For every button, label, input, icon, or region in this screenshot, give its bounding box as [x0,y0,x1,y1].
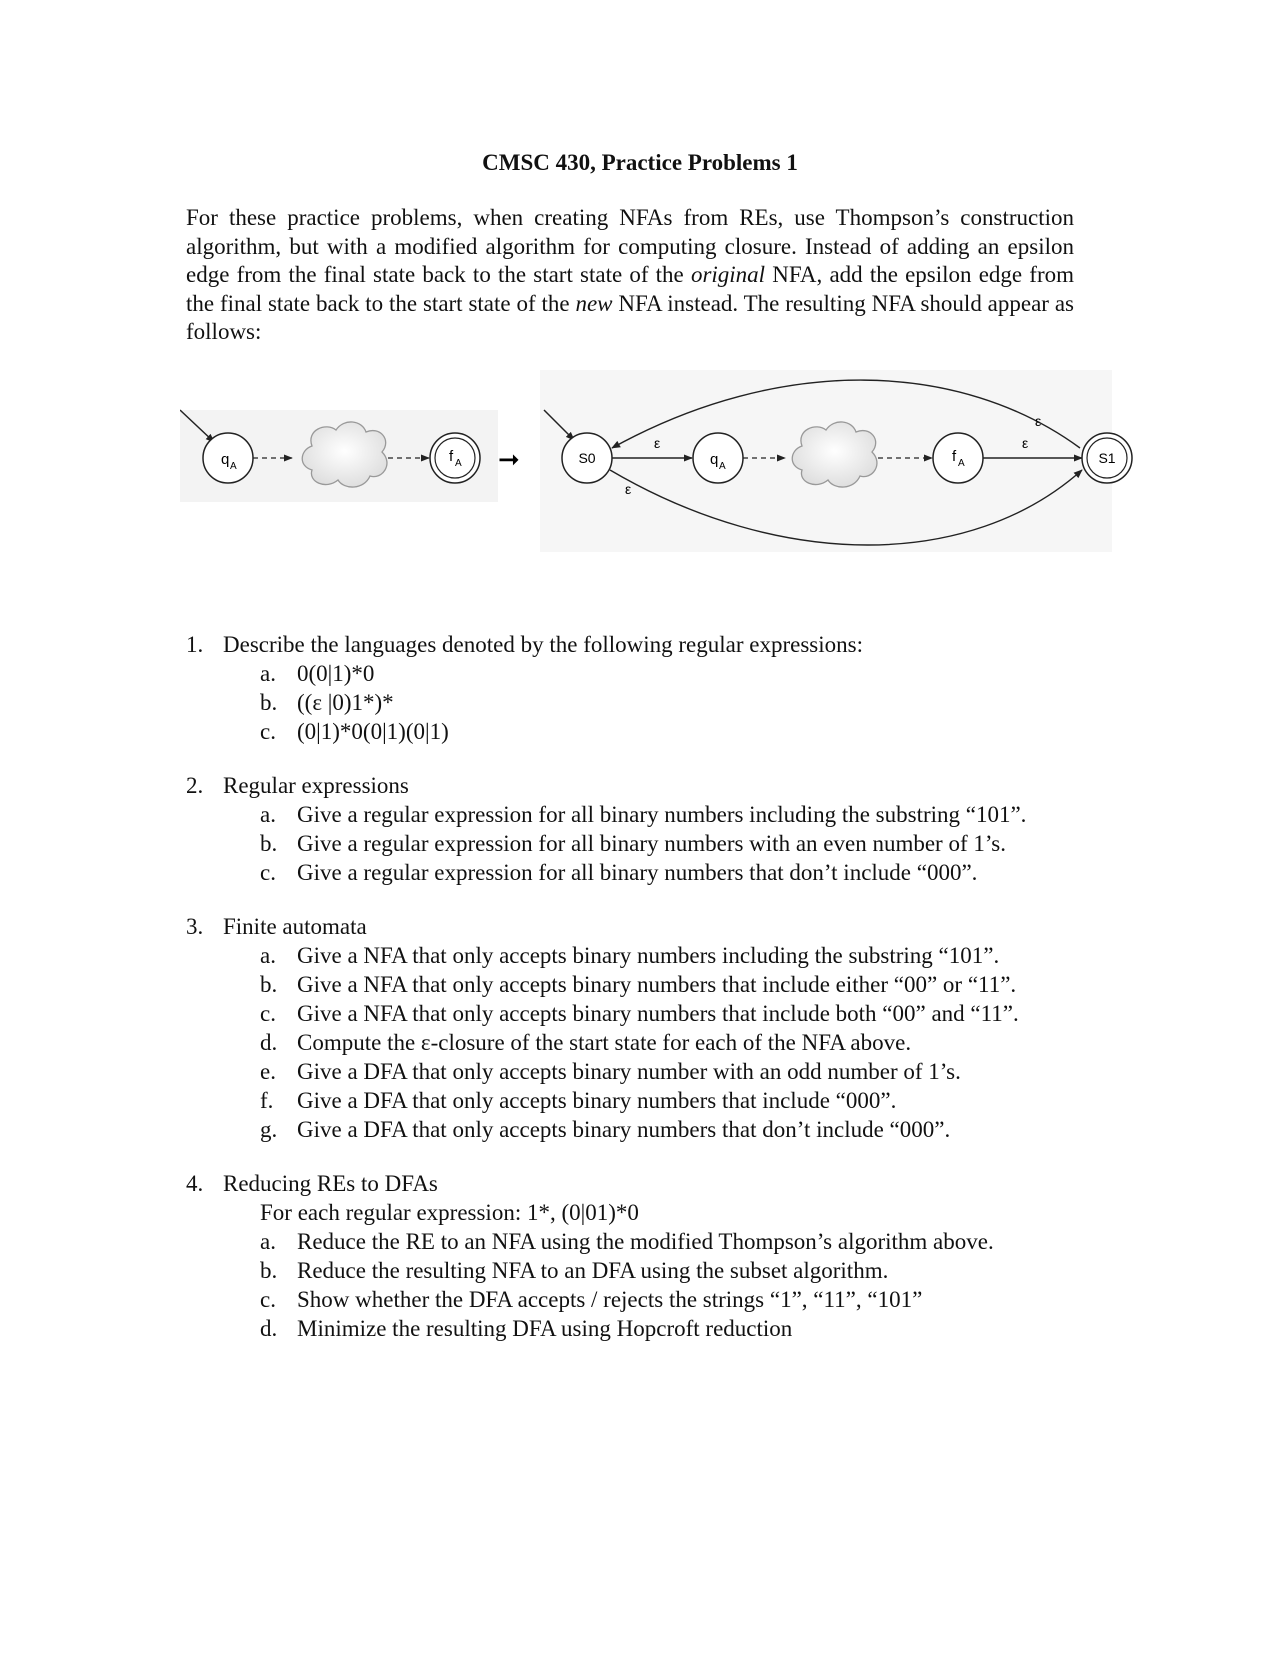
list-item [260,1086,1136,1115]
item-label: a. [260,661,276,686]
left-final-subscript: A [455,458,462,469]
document-title: CMSC 430, Practice Problems 1 [482,150,798,175]
nfa-diagram [180,370,1160,580]
item-label: b. [260,831,278,856]
list-item [260,858,1136,887]
intro-text-2: NFA, add the epsilon edge from the final state back to the start state of the [186,262,1074,316]
right-inner-start-subscript: A [719,461,726,472]
list-item [260,999,1136,1028]
list-item [260,717,1136,746]
question-text: Describe the languages denoted by the following regular expressions: [223,632,863,657]
questions-list [186,630,1136,1368]
item-label: c. [260,1287,276,1312]
epsilon-label-entry: ε [654,435,661,451]
left-start-label: q [221,451,230,468]
right-new-start-label: S0 [578,450,596,466]
item-text: Give a DFA that only accepts binary number with an odd number of 1’s. [297,1059,961,1084]
right-new-start-state [562,433,612,483]
intro-text-1: For these practice problems, when creating NFAs from REs, use Thompson’s construction algorithm, but with a modified algorithm for computing closure. Instead of adding an epsilon edge from the final state back to the start state of the [186,205,1074,287]
question-2 [186,771,1136,887]
item-label: e. [260,1059,276,1084]
item-text: 0(0|1)*0 [297,661,375,686]
list-item [260,800,1136,829]
item-text: Give a DFA that only accepts binary numbers that don’t include “000”. [297,1117,951,1142]
question-3 [186,912,1136,1144]
intro-emphasis-original: original [690,262,766,287]
list-item [260,970,1136,999]
right-inner-start-state [693,433,743,483]
item-text: Compute the ε-closure of the start state for each of the NFA above. [297,1030,912,1055]
question-number: 3. [186,914,204,939]
item-text: Show whether the DFA accepts / rejects the strings “1”, “11”, “101” [297,1287,923,1312]
question-number: 4. [186,1171,204,1196]
left-final-state [430,433,480,483]
item-text: Give a regular expression for all binary numbers including the substring “101”. [297,802,1027,827]
right-new-final-label: S1 [1098,450,1116,466]
item-text: Minimize the resulting DFA using Hopcroft reduction [297,1316,793,1341]
question-4 [186,1169,1136,1343]
intro-paragraph [186,204,1074,347]
left-start-subscript: A [230,461,237,472]
list-item [260,659,1136,688]
list-item [260,829,1136,858]
item-text: Give a regular expression for all binary numbers with an even number of 1’s. [297,831,1006,856]
item-text: Give a NFA that only accepts binary numbers including the substring “101”. [297,943,1000,968]
item-text: Reduce the resulting NFA to an DFA using the subset algorithm. [297,1258,889,1283]
epsilon-label-exit: ε [1022,435,1029,451]
item-label: a. [260,802,276,827]
item-text: Give a NFA that only accepts binary numbers that include both “00” and “11”. [297,1001,1019,1026]
list-item [260,1256,1136,1285]
list-item [260,688,1136,717]
right-inner-final-label: f [952,448,957,465]
epsilon-label-back: ε [1035,413,1042,429]
question-text: Reducing REs to DFAs [223,1171,438,1196]
item-label: a. [260,1229,276,1254]
left-final-label: f [449,448,454,465]
item-label: b. [260,690,278,715]
question-text: Regular expressions [223,773,409,798]
left-start-state [203,433,253,483]
item-label: d. [260,1030,278,1055]
item-label: d. [260,1316,278,1341]
intro-emphasis-new: new [575,290,613,316]
list-item [260,1285,1136,1314]
item-text: ((ε |0)1*)* [297,690,394,715]
transform-arrow-icon: ➞ [498,444,520,474]
list-item [260,1028,1136,1057]
question-number: 2. [186,773,204,798]
question-text: Finite automata [223,914,367,939]
item-label: b. [260,972,278,997]
nfa-figure [180,370,1160,580]
question-1 [186,630,1136,746]
item-text: Give a NFA that only accepts binary numbers that include either “00” or “11”. [297,972,1017,997]
list-item [260,941,1136,970]
list-item [260,1227,1136,1256]
intro-text-3: NFA instead. The resulting NFA should appear as follows: [186,290,1074,344]
right-inner-final-subscript: A [958,458,965,469]
right-new-final-state [1082,433,1132,483]
item-label: c. [260,860,276,885]
item-text: Reduce the RE to an NFA using the modified Thompson’s algorithm above. [297,1229,994,1254]
right-inner-final-state [933,433,983,483]
question-number: 1. [186,632,204,657]
list-item [260,1057,1136,1086]
item-text: Give a DFA that only accepts binary numbers that include “000”. [297,1088,897,1113]
list-item [260,1115,1136,1144]
question-note: For each regular expression: 1*, (0|01)*0 [260,1200,639,1225]
item-label: b. [260,1258,278,1283]
item-label: f. [260,1088,274,1113]
list-item [260,1314,1136,1343]
right-inner-start-label: q [710,451,719,468]
item-label: c. [260,1001,276,1026]
item-label: a. [260,943,276,968]
item-label: c. [260,719,276,744]
item-label: g. [260,1117,278,1142]
item-text: Give a regular expression for all binary numbers that don’t include “000”. [297,860,978,885]
item-text: (0|1)*0(0|1)(0|1) [297,719,449,744]
epsilon-label-skip: ε [625,481,632,497]
